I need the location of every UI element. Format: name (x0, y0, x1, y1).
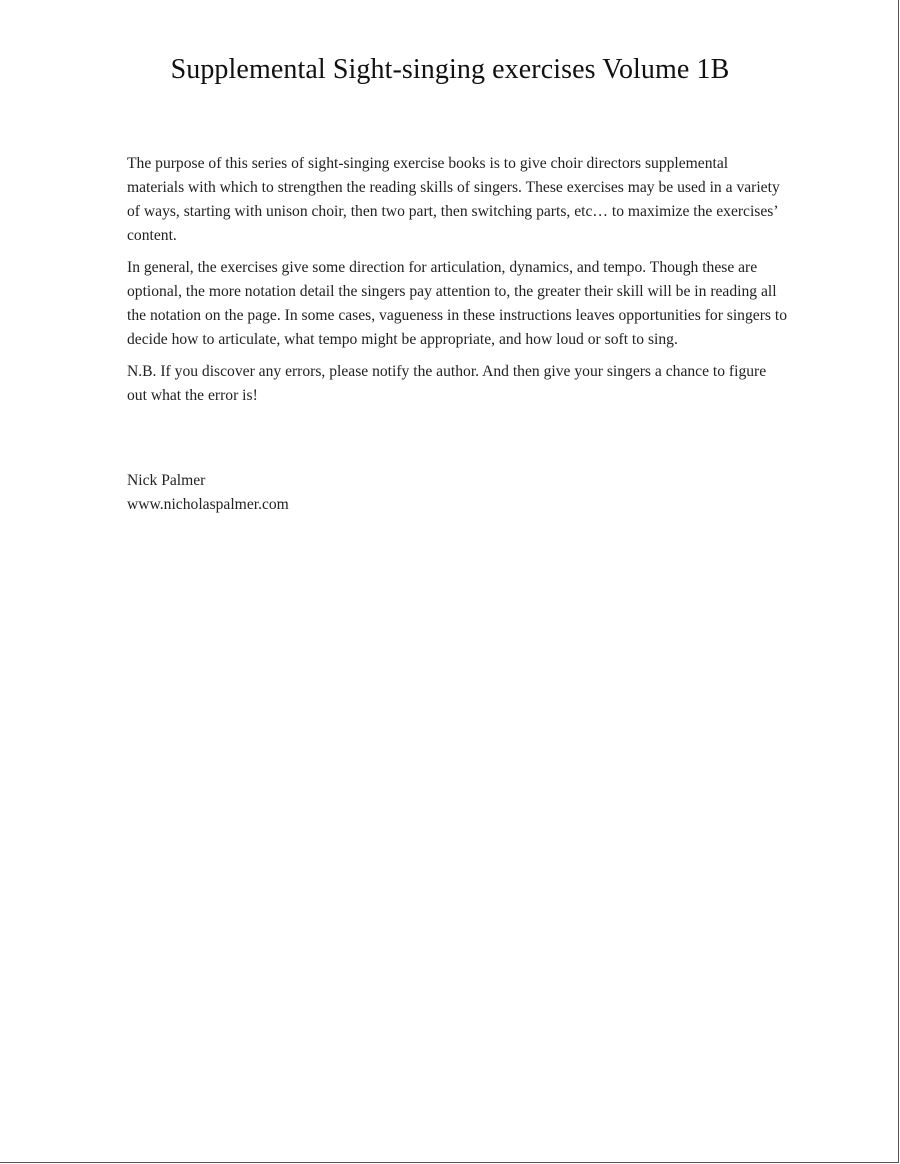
paragraph-general: In general, the exercises give some direction for articulation, dynamics, and tempo. Though these are optional, the more notation detail the singers pay attention to, the greater their skill will be in reading all the notation on the page. In some cases, vagueness in these instructions leaves opportunities for singers to decide how to articulate, what tempo might be appropriate, and how loud or soft to sing. (127, 259, 787, 348)
body-text (127, 152, 787, 416)
signature-block (127, 469, 289, 517)
paragraph-purpose: The purpose of this series of sight-singing exercise books is to give choir directors supplemental materials with which to strengthen the reading skills of singers. These exercises may be used in a variety of ways, starting with unison choir, then two part, then switching parts, etc… to maximize the exercises’ content. (127, 155, 780, 244)
paragraph-nb: N.B. If you discover any errors, please notify the author. And then give your singers a chance to figure out what the error is! (127, 363, 767, 404)
author-website: www.nicholaspalmer.com (127, 496, 289, 513)
page-title: Supplemental Sight-singing exercises Volume 1B (170, 54, 730, 85)
author-name: Nick Palmer (127, 472, 206, 489)
